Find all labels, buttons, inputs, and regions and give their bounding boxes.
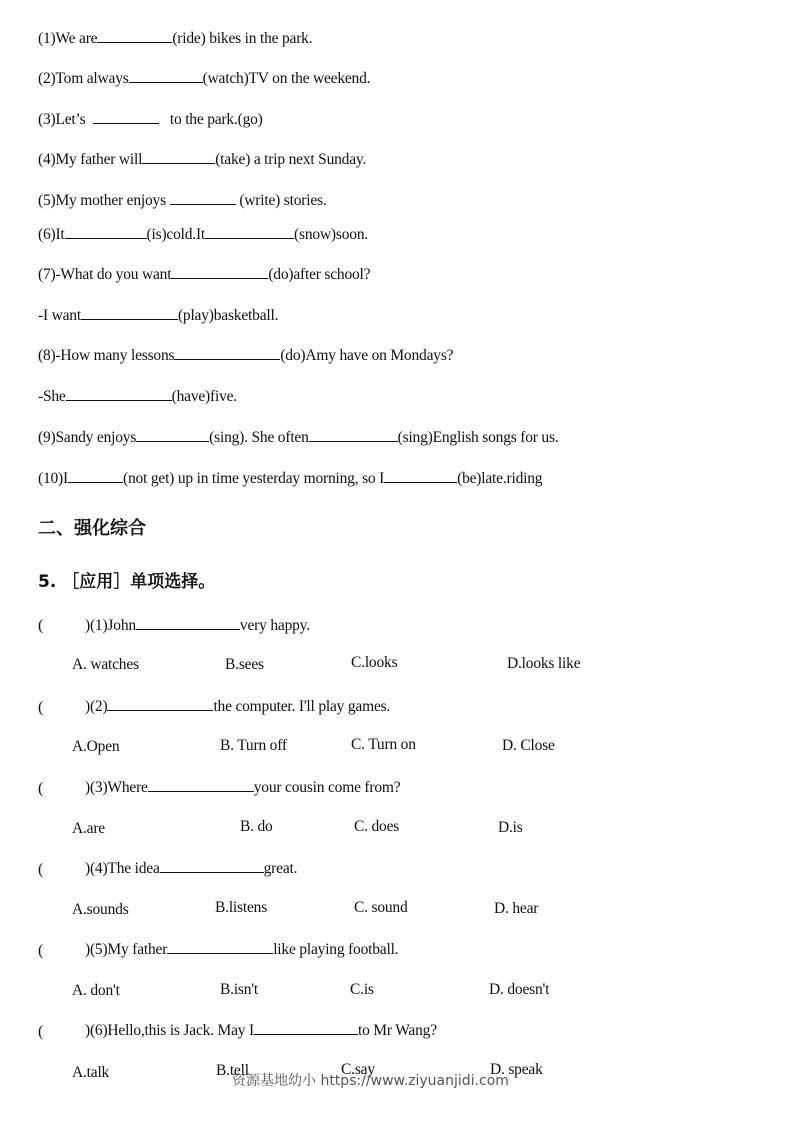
answer-blank[interactable] <box>81 306 178 320</box>
option-d[interactable]: D.is <box>498 819 523 836</box>
question-text: (have)five. <box>171 388 237 405</box>
question-text: the computer. I'll play games. <box>213 698 391 715</box>
mc-question-3 <box>85 778 400 797</box>
answer-paren[interactable]: ( <box>38 617 44 634</box>
option-c[interactable]: C.looks <box>351 654 398 671</box>
question-5 <box>38 191 327 210</box>
question-text: (watch)TV on the weekend. <box>202 70 371 87</box>
question-text: like playing football. <box>273 941 399 958</box>
option-b[interactable]: B. do <box>240 818 273 835</box>
section-5-title: 5. ［应用］单项选择。 <box>38 572 216 592</box>
question-text: )(1)John <box>85 617 136 634</box>
question-text: (6)It <box>38 226 65 243</box>
question-text: (write) stories. <box>239 192 327 209</box>
option-b[interactable]: B.listens <box>215 899 268 916</box>
question-text: very happy. <box>239 617 310 634</box>
question-text: (be)late.riding <box>457 470 543 487</box>
answer-blank <box>160 859 264 873</box>
question-8-reply <box>38 387 237 406</box>
question-text: to Mr Wang? <box>357 1022 437 1039</box>
question-text: (not get) up in time yesterday morning, so I <box>123 470 385 487</box>
question-text: (do)after school? <box>268 266 371 283</box>
question-text: )(4)The idea <box>85 860 160 877</box>
answer-blank <box>254 1021 358 1035</box>
option-b[interactable]: B.tell <box>216 1062 249 1079</box>
question-9 <box>38 428 558 447</box>
question-text: (8)-How many lessons <box>38 347 175 364</box>
answer-blank[interactable] <box>142 150 215 164</box>
question-3 <box>38 110 263 129</box>
question-7-prompt <box>38 265 370 284</box>
question-text: (9)Sandy enjoys <box>38 429 137 446</box>
option-b[interactable]: B.sees <box>225 656 264 673</box>
answer-blank[interactable] <box>205 225 294 239</box>
option-c[interactable]: C. does <box>354 818 400 835</box>
question-text: to the park.(go) <box>169 111 263 128</box>
question-text: (5)My mother enjoys <box>38 192 166 209</box>
question-6 <box>38 225 368 244</box>
option-d[interactable]: D. Close <box>502 737 555 754</box>
question-text: -I want <box>38 307 81 324</box>
answer-blank[interactable] <box>136 428 209 442</box>
answer-blank[interactable] <box>97 29 172 43</box>
option-d[interactable]: D. hear <box>494 900 539 917</box>
option-a[interactable]: A.are <box>72 820 105 837</box>
answer-blank <box>107 697 213 711</box>
site-watermark: 资源基地幼小 https://www.ziyuanjidi.com <box>232 1073 509 1089</box>
answer-blank[interactable] <box>129 69 203 83</box>
answer-blank <box>136 616 240 630</box>
question-7-reply <box>38 306 278 325</box>
question-text: (10)I <box>38 470 68 487</box>
option-c[interactable]: C.is <box>350 981 374 998</box>
question-text: (7)-What do you want <box>38 266 172 283</box>
option-d[interactable]: D. doesn't <box>489 981 550 998</box>
question-text: )(5)My father <box>85 941 168 958</box>
mc-question-6 <box>85 1021 437 1040</box>
option-a[interactable]: A. watches <box>72 656 139 673</box>
answer-blank <box>148 778 254 792</box>
question-text: (sing)English songs for us. <box>397 429 559 446</box>
answer-paren[interactable]: ( <box>38 699 44 716</box>
question-text: (play)basketball. <box>177 307 279 324</box>
question-10 <box>38 469 542 488</box>
answer-blank[interactable] <box>170 191 236 205</box>
question-8-prompt <box>38 346 453 365</box>
answer-blank <box>167 940 273 954</box>
question-text: your cousin come from? <box>253 779 401 796</box>
option-b[interactable]: B. Turn off <box>220 737 287 754</box>
question-text: (sing). She often <box>209 429 309 446</box>
mc-question-5 <box>85 940 398 959</box>
question-text: (1)We are <box>38 30 98 47</box>
answer-blank[interactable] <box>65 225 147 239</box>
question-4 <box>38 150 366 169</box>
answer-paren[interactable]: ( <box>38 1023 44 1040</box>
question-text: (3)Let’s <box>38 111 86 128</box>
answer-paren[interactable]: ( <box>38 861 44 878</box>
answer-paren[interactable]: ( <box>38 942 44 959</box>
question-text: )(3)Where <box>85 779 148 796</box>
answer-blank[interactable] <box>93 110 159 124</box>
answer-blank[interactable] <box>174 346 280 360</box>
option-a[interactable]: A.Open <box>72 738 120 755</box>
answer-blank[interactable] <box>66 387 172 401</box>
question-text: great. <box>263 860 298 877</box>
mc-question-2 <box>85 697 390 716</box>
option-c[interactable]: C. sound <box>354 899 408 916</box>
question-text: (ride) bikes in the park. <box>172 30 313 47</box>
question-text: (4)My father will <box>38 151 143 168</box>
section-2-title: 二、强化综合 <box>38 518 146 539</box>
option-b[interactable]: B.isn't <box>220 981 259 998</box>
mc-question-4 <box>85 859 297 878</box>
question-text: )(6)Hello,this is Jack. May I <box>85 1022 254 1039</box>
answer-blank[interactable] <box>309 428 398 442</box>
question-text: (is)cold.It <box>146 226 206 243</box>
question-1 <box>38 29 312 48</box>
question-text: (take) a trip next Sunday. <box>215 151 367 168</box>
option-a[interactable]: A. don't <box>72 982 120 999</box>
option-d[interactable]: D. speak <box>490 1061 543 1078</box>
option-d[interactable]: D.looks like <box>507 655 581 672</box>
option-a[interactable]: A.talk <box>72 1064 110 1081</box>
option-c[interactable]: C. Turn on <box>351 736 416 753</box>
answer-blank[interactable] <box>171 265 268 279</box>
question-text: -She <box>38 388 66 405</box>
question-text: )(2) <box>85 698 108 715</box>
answer-blank[interactable] <box>384 469 457 483</box>
question-2 <box>38 69 370 88</box>
option-c[interactable]: C.say <box>341 1061 375 1078</box>
question-text: (do)Amy have on Mondays? <box>280 347 454 364</box>
option-a[interactable]: A.sounds <box>72 901 129 918</box>
answer-paren[interactable]: ( <box>38 780 44 797</box>
answer-blank[interactable] <box>68 469 123 483</box>
question-text: (snow)soon. <box>294 226 369 243</box>
mc-question-1 <box>85 616 310 635</box>
question-text: (2)Tom always <box>38 70 129 87</box>
